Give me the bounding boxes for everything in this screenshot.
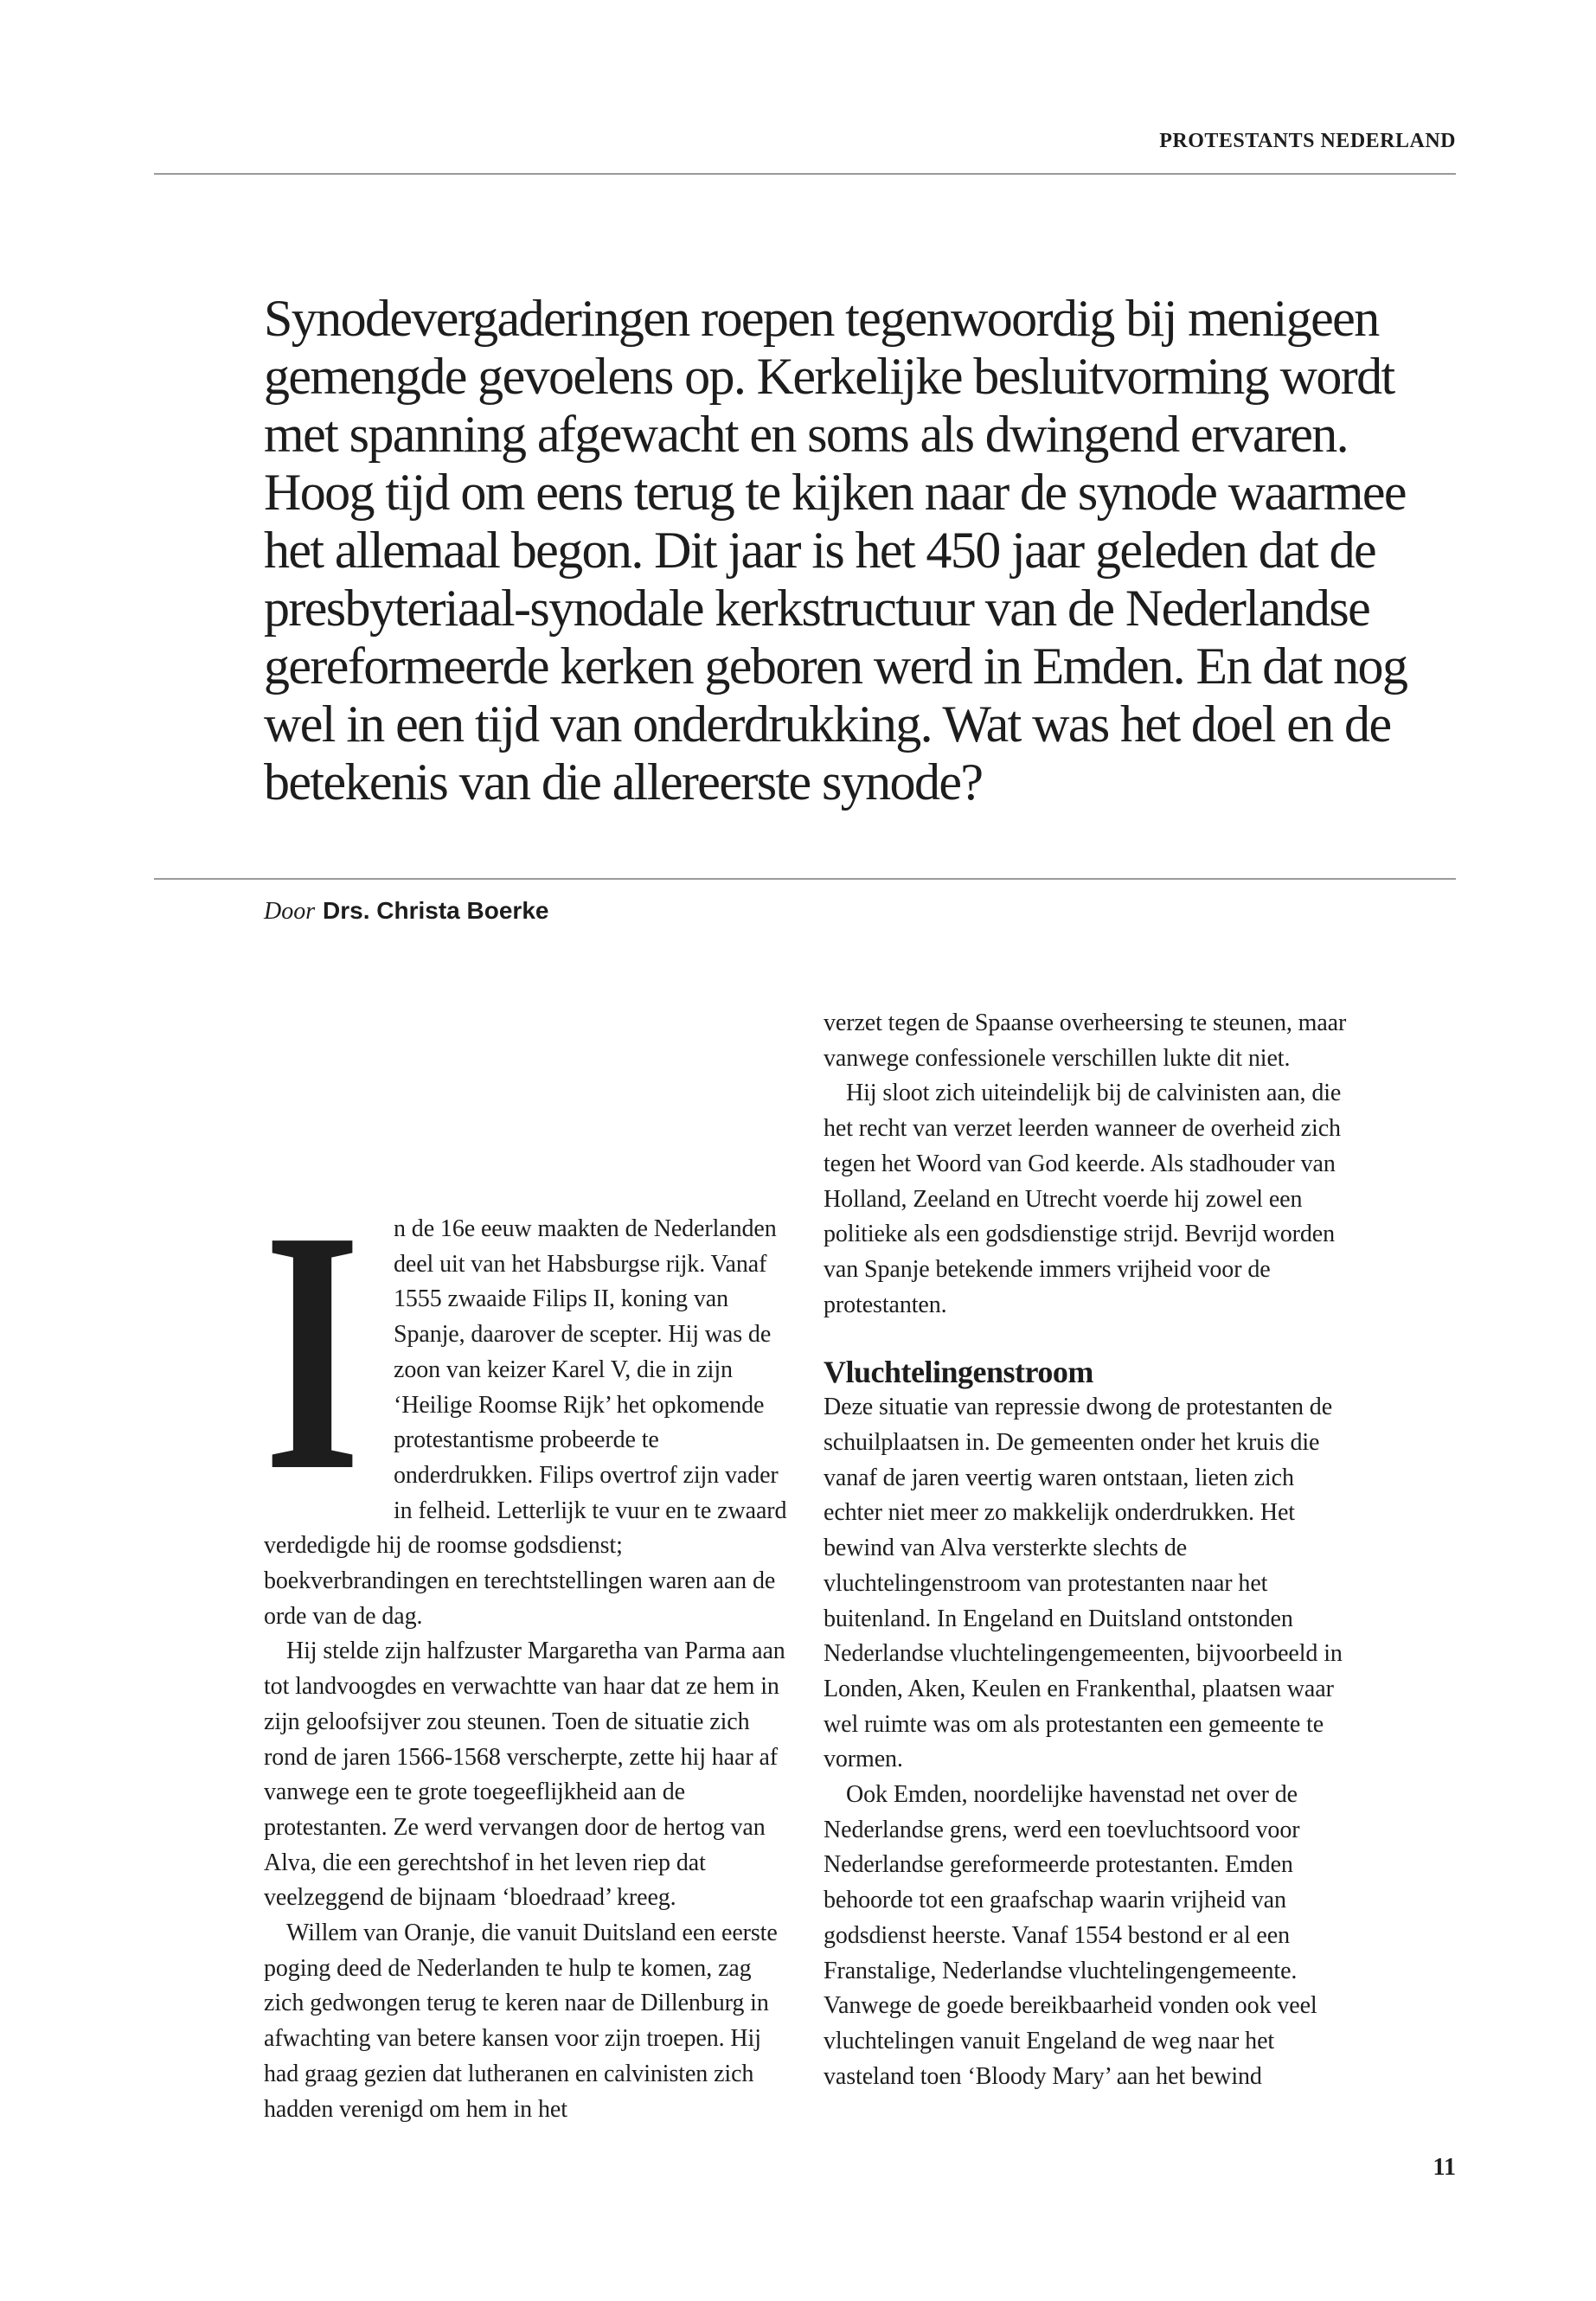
drop-cap: I (264, 1159, 362, 1542)
header-divider (154, 173, 1456, 175)
continued-paragraph: verzet tegen de Spaanse overheersing te steunen, maar vanwege confessionele verschillen lukte dit niet. (824, 1009, 1347, 1072)
intro-lead: Synodevergaderingen roepen tegenwoordig bij menigeen gemengde gevoelens op. Kerkelijke besluitvorming wordt met spanning afgewacht en soms als dwingend ervaren. Hoog tijd om eens terug te kijken naar de synode waarmee het allemaal begon. Dit jaar is het 450 jaar geleden dat de presbyteriaal-synodale kerkstructuur van de Nederlandse gereformeerde kerken geboren werd in Emden. En dat nog wel in een tijd van onderdrukking. Wat was het doel en de betekenis van die allereerste synode? (264, 290, 1407, 811)
body-paragraph: Deze situatie van repressie dwong de protestanten de schuilplaatsen in. De gemeenten onder het kruis die vanaf de jaren veertig waren ontstaan, lieten zich echter niet meer zo makkelijk onderdrukken. Het bewind van Alva versterkte slechts de vluchtelingenstroom van protestanten naar het buitenland. In Engeland en Duitsland ontstonden Nederlandse vluchtelingengemeenten, bijvoorbeeld in Londen, Aken, Keulen en Frankenthal, plaatsen waar wel ruimte was om als protestanten een gemeente te vormen. (824, 1394, 1343, 1773)
body-paragraph: Hij sloot zich uiteindelijk bij de calvinisten aan, die het recht van verzet leerden wanneer de overheid zich tegen het Woord van God keerde. Als stadhouder van Holland, Zeeland en Utrecht voerde hij zowel een politieke als een godsdienstige strijd. Bevrijd worden van Spanje betekende immers vrijheid voor de protestanten. (824, 1080, 1342, 1318)
running-header: PROTESTANTS NEDERLAND (1159, 130, 1456, 152)
byline-divider (154, 878, 1456, 880)
page-number: 11 (1433, 2154, 1456, 2181)
body-paragraph: Hij stelde zijn halfzuster Margaretha van Parma aan tot landvoogdes en verwachtte van haar dat ze hem in zijn geloofsijver zou steunen. Toen de situatie zich rond de jaren 1566-1568 verscherpte, zette hij haar af vanwege een te grote toegeeflijkheid aan de protestanten. Ze werd vervangen door de hertog van Alva, die een gerechtshof in het leven riep dat veelzeggend de bijnaam ‘bloedraad’ kreeg. (264, 1638, 785, 1912)
byline-prefix: Door (264, 898, 316, 925)
body-paragraph: Willem van Oranje, die vanuit Duitsland een eerste poging deed de Nederlanden te hulp te komen, zag zich gedwongen terug te keren naar de Dillenburg in afwachting van betere kansen voor zijn troepen. Hij had graag gezien dat lutheranen en calvinisten zich hadden verenigd om hem in het (264, 1920, 778, 2123)
article-column-right (824, 1006, 1356, 2094)
opening-paragraph: n de 16e eeuw maakten de Nederlanden deel uit van het Habsburgse rijk. Vanaf 1555 zwaaide Filips II, koning van Spanje, daarover de scepter. Hij was de zoon van keizer Karel V, die in zijn ‘Heilige Roomse Rijk’ het opkomende protestantisme probeerde te onderdrukken. Filips overtrof zijn vader in felheid. Letterlijk te vuur en te zwaard verdedigde hij de roomse godsdienst; boekverbrandingen en terechtstellingen waren aan de orde van de dag. (264, 1215, 787, 1630)
article-column-left (264, 1159, 793, 2127)
byline-author: Drs. Christa Boerke (323, 897, 549, 924)
byline (264, 896, 548, 926)
section-subheading: Vluchtelingenstroom (824, 1355, 1093, 1390)
body-paragraph: Ook Emden, noordelijke havenstad net over de Nederlandse grens, werd een toevluchtsoord voor Nederlandse gereformeerde protestanten. Emden behoorde tot een graafschap waarin vrijheid van godsdienst heerste. Vanaf 1554 bestond er al een Franstalige, Nederlandse vluchtelingengemeente. Vanwege de goede bereikbaarheid vonden ook veel vluchtelingen vanuit Engeland de weg naar het vasteland toen ‘Bloody Mary’ aan het bewind (824, 1781, 1317, 2090)
